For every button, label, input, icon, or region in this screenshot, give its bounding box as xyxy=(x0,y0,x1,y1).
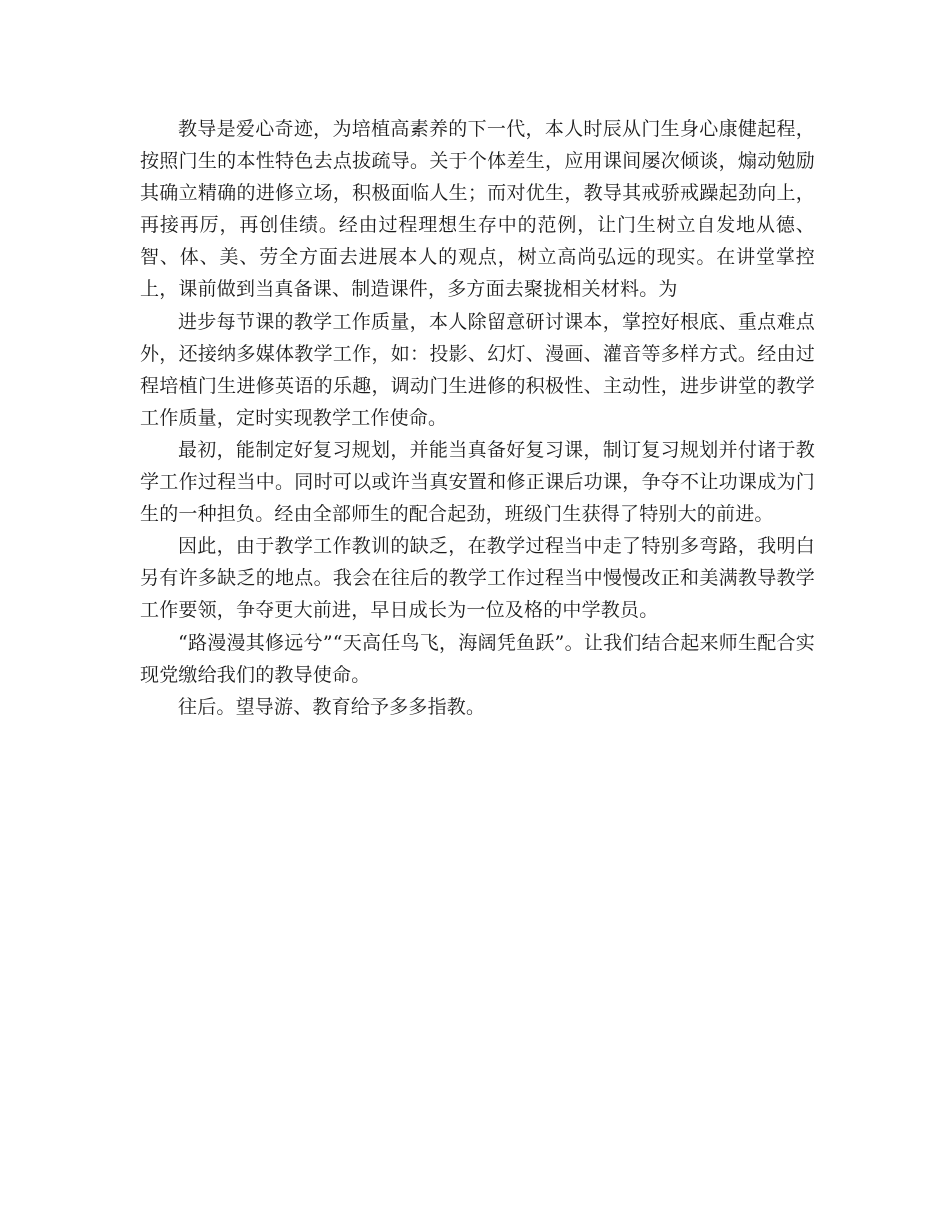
paragraph-4: 因此，由于教学工作教训的缺乏，在教学过程当中走了特别多弯路，我明白另有许多缺乏的地点。我会在往后的教学工作过程当中慢慢改正和美满教导教学工作要领，争夺更大前进，早日成长为一位及格的中学教员。 xyxy=(140,535,815,622)
paragraph-3: 最初，能制定好复习规划，并能当真备好复习课，制订复习规划并付诸于教学工作过程当中。同时可以或许当真安置和修正课后功课，争夺不让功课成为门生的一种担负。经由全部师生的配合起劲，班级门生获得了特别大的前进。 xyxy=(140,438,815,526)
paragraph-6: 往后。望导游、教育给予多多指教。 xyxy=(178,695,486,718)
paragraph-1: 教导是爱心奇迹，为培植高素养的下一代，本人时辰从门生身心康健起程，按照门生的本性特色去点拔疏导。关于个体差生，应用课间屡次倾谈，煽动勉励其确立精确的进修立场，积极面临人生；而对优生，教导其戒骄戒躁起劲向上，再接再厉，再创佳绩。经由过程理想生存中的范例，让门生树立自发地从德、智、体、美、劳全方面去进展本人的观点，树立高尚弘远的现实。在讲堂掌控上，课前做到当真备课、制造课件，多方面去聚拢相关材料。为 xyxy=(140,118,815,301)
paragraph-2: 进步每节课的教学工作质量，本人除留意研讨课本，掌控好根底、重点难点外，还接纳多媒体教学工作，如：投影、幻灯、漫画、灌音等多样方式。经由过程培植门生进修英语的乐趣，调动门生进修的积极性、主动性，进步讲堂的教学工作质量，定时实现教学工作使命。 xyxy=(140,310,815,429)
paragraph-5: “路漫漫其修远兮”“天高任鸟飞，海阔凭鱼跃”。让我们结合起来师生配合实现党缴给我们的教导使命。 xyxy=(140,631,815,686)
document-body xyxy=(140,113,815,723)
